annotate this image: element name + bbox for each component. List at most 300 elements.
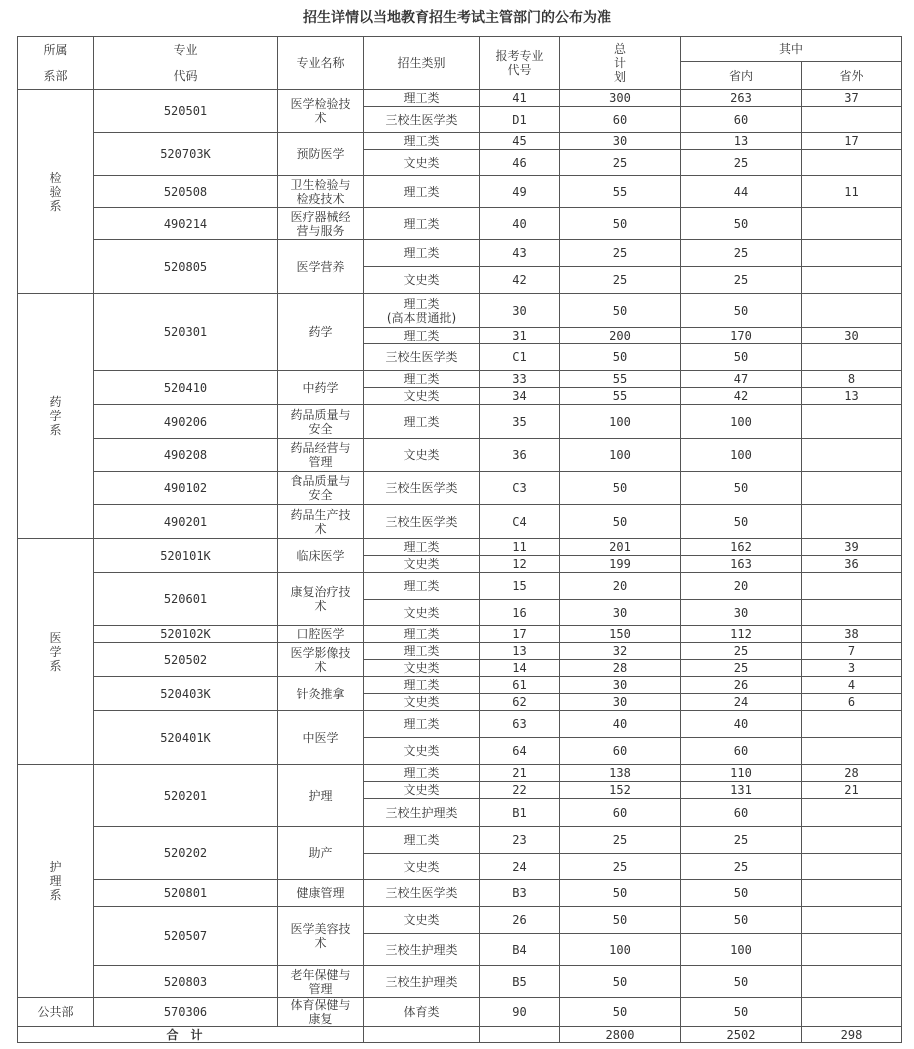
table-row [18, 90, 902, 107]
exam-code-cell: 42 [480, 267, 560, 294]
category-cell [364, 294, 480, 328]
total-plan-cell: 25 [560, 267, 681, 294]
table-row [18, 176, 902, 208]
total-plan-cell: 55 [560, 388, 681, 405]
major-name-line: 医学检验技 [290, 97, 351, 111]
in-province-cell: 110 [681, 765, 802, 782]
major-name [278, 472, 364, 505]
exam-code-cell: C4 [480, 505, 560, 539]
major-name-line: 康复 [308, 1012, 333, 1026]
exam-code-cell: 43 [480, 240, 560, 267]
exam-code-cell: 33 [480, 371, 560, 388]
major-name [278, 573, 364, 626]
total-in-province-value: 2502 [681, 1027, 802, 1043]
major-name-line: 术 [314, 936, 327, 950]
exam-code-cell: 46 [480, 150, 560, 176]
department-name-char: 系 [49, 198, 62, 213]
in-province-cell: 100 [681, 405, 802, 439]
out-province-cell [802, 150, 902, 176]
in-province-cell: 50 [681, 208, 802, 240]
major-code: 490208 [94, 439, 278, 472]
major-name-line: 营与服务 [296, 223, 345, 238]
department-name-char: 系 [49, 658, 62, 673]
out-province-cell: 6 [802, 694, 902, 711]
header-total-plan [560, 37, 681, 90]
header-exam-code-line2: 代号 [507, 63, 532, 77]
major-code: 520805 [94, 240, 278, 294]
department-cell [18, 998, 94, 1027]
department-name-char: 系 [49, 888, 62, 902]
table-row [18, 208, 902, 240]
department-name-char: 药 [49, 395, 62, 409]
major-name [278, 711, 364, 765]
category-cell: 三校生医学类 [364, 880, 480, 907]
major-name [278, 827, 364, 880]
total-plan-cell: 150 [560, 626, 681, 643]
in-province-cell: 13 [681, 133, 802, 150]
department-name-char: 公共部 [37, 1005, 74, 1019]
exam-code-cell: 34 [480, 388, 560, 405]
total-plan-cell: 60 [560, 738, 681, 765]
category-cell: 三校生护理类 [364, 934, 480, 966]
category-cell: 理工类 [364, 405, 480, 439]
major-name [278, 907, 364, 966]
in-province-cell: 25 [681, 150, 802, 176]
out-province-cell [802, 880, 902, 907]
category-cell: 文史类 [364, 738, 480, 765]
table-row [18, 626, 902, 643]
category-cell: 理工类 [364, 573, 480, 600]
major-code: 520201 [94, 765, 278, 827]
major-name-line: 中医学 [302, 730, 339, 745]
exam-code-cell: 26 [480, 907, 560, 934]
exam-code-cell: 12 [480, 556, 560, 573]
total-plan-value: 2800 [560, 1027, 681, 1043]
out-province-cell [802, 107, 902, 133]
out-province-cell [802, 505, 902, 539]
major-name-line: 助产 [308, 846, 333, 860]
table-row [18, 294, 902, 328]
category-cell: 文史类 [364, 267, 480, 294]
exam-code-cell: 30 [480, 294, 560, 328]
major-code: 520803 [94, 966, 278, 998]
table-row [18, 405, 902, 439]
major-code: 520101K [94, 539, 278, 573]
in-province-cell: 100 [681, 934, 802, 966]
department-name-char: 检 [49, 170, 62, 185]
out-province-cell [802, 907, 902, 934]
table-row [18, 573, 902, 600]
table-row [18, 711, 902, 738]
total-label: 合计 [18, 1027, 364, 1043]
out-province-cell [802, 934, 902, 966]
category-cell: 理工类 [364, 626, 480, 643]
exam-code-cell: 14 [480, 660, 560, 677]
major-code: 520508 [94, 176, 278, 208]
category-cell: 理工类 [364, 539, 480, 556]
total-plan-cell: 28 [560, 660, 681, 677]
in-province-cell: 50 [681, 966, 802, 998]
out-province-cell: 13 [802, 388, 902, 405]
table-body [18, 90, 902, 1027]
category-cell: 理工类 [364, 208, 480, 240]
category-cell: 文史类 [364, 556, 480, 573]
major-name [278, 371, 364, 405]
out-province-cell [802, 998, 902, 1027]
major-name [278, 539, 364, 573]
total-plan-cell: 25 [560, 240, 681, 267]
major-name-line: 药品质量与 [290, 407, 351, 422]
total-plan-cell: 25 [560, 827, 681, 854]
header-in-province: 省内 [681, 62, 802, 90]
table-row [18, 643, 902, 660]
table-row [18, 133, 902, 150]
exam-code-cell: 41 [480, 90, 560, 107]
major-name [278, 765, 364, 827]
category-cell: 文史类 [364, 600, 480, 626]
in-province-cell: 50 [681, 344, 802, 371]
exam-code-cell: 22 [480, 782, 560, 799]
table-row [18, 371, 902, 388]
header-major-name: 专业名称 [278, 37, 364, 90]
total-plan-cell: 50 [560, 294, 681, 328]
out-province-cell [802, 966, 902, 998]
exam-code-cell: C1 [480, 344, 560, 371]
total-plan-cell: 50 [560, 344, 681, 371]
total-plan-cell: 100 [560, 405, 681, 439]
in-province-cell: 42 [681, 388, 802, 405]
in-province-cell: 47 [681, 371, 802, 388]
major-code: 520301 [94, 294, 278, 371]
out-province-cell: 38 [802, 626, 902, 643]
department-name-char: 医 [49, 630, 62, 645]
major-code: 520801 [94, 880, 278, 907]
out-province-cell [802, 294, 902, 328]
category-cell: 理工类 [364, 827, 480, 854]
out-province-cell [802, 799, 902, 827]
major-name-line: 管理 [308, 981, 333, 996]
major-name [278, 677, 364, 711]
table-row [18, 240, 902, 267]
exam-code-cell: 21 [480, 765, 560, 782]
table-row [18, 880, 902, 907]
total-plan-cell: 30 [560, 677, 681, 694]
department-name-char: 系 [49, 423, 62, 437]
out-province-cell [802, 573, 902, 600]
category-cell: 三校生医学类 [364, 107, 480, 133]
exam-code-cell: D1 [480, 107, 560, 133]
major-name [278, 626, 364, 643]
total-plan-cell: 20 [560, 573, 681, 600]
major-name-line: 安全 [308, 421, 333, 436]
major-name [278, 880, 364, 907]
out-province-cell: 7 [802, 643, 902, 660]
in-province-cell: 50 [681, 472, 802, 505]
major-code: 570306 [94, 998, 278, 1027]
total-plan-cell: 25 [560, 854, 681, 880]
exam-code-cell: 11 [480, 539, 560, 556]
header-total-plan-line1: 总 [613, 42, 626, 56]
total-plan-cell: 50 [560, 907, 681, 934]
category-cell: 文史类 [364, 439, 480, 472]
department-cell [18, 765, 94, 998]
category-cell: 三校生护理类 [364, 799, 480, 827]
total-plan-cell: 50 [560, 966, 681, 998]
page-title: 招生详情以当地教育招生考试主管部门的公布为准 [303, 10, 611, 26]
category-cell: 理工类 [364, 765, 480, 782]
exam-code-cell: B4 [480, 934, 560, 966]
total-plan-cell: 55 [560, 176, 681, 208]
header-among: 其中 [681, 37, 902, 62]
category-cell: 三校生医学类 [364, 472, 480, 505]
out-province-cell: 30 [802, 328, 902, 344]
in-province-cell: 24 [681, 694, 802, 711]
table-row [18, 998, 902, 1027]
category-cell: 文史类 [364, 660, 480, 677]
in-province-cell: 60 [681, 738, 802, 765]
out-province-cell: 39 [802, 539, 902, 556]
major-name-line: 卫生检验与 [290, 177, 351, 192]
out-province-cell [802, 405, 902, 439]
category-cell: 理工类 [364, 677, 480, 694]
total-plan-cell: 100 [560, 439, 681, 472]
category-cell: 理工类 [364, 240, 480, 267]
major-code: 520507 [94, 907, 278, 966]
header-department-line1: 所属 [43, 43, 68, 57]
out-province-cell [802, 240, 902, 267]
category-cell: 理工类 [364, 328, 480, 344]
table-row [18, 765, 902, 782]
category-cell: 三校生护理类 [364, 966, 480, 998]
department-name-char: 学 [49, 644, 62, 659]
table-row [18, 677, 902, 694]
category-cell: 理工类 [364, 711, 480, 738]
exam-code-cell: 62 [480, 694, 560, 711]
department-name-char: 护 [49, 860, 62, 874]
in-province-cell: 44 [681, 176, 802, 208]
out-province-cell: 8 [802, 371, 902, 388]
exam-code-cell: 15 [480, 573, 560, 600]
in-province-cell: 25 [681, 660, 802, 677]
exam-code-cell: 45 [480, 133, 560, 150]
exam-code-cell: 17 [480, 626, 560, 643]
out-province-cell: 37 [802, 90, 902, 107]
in-province-cell: 60 [681, 107, 802, 133]
in-province-cell: 25 [681, 240, 802, 267]
major-code: 520410 [94, 371, 278, 405]
total-plan-cell: 30 [560, 600, 681, 626]
table-row [18, 505, 902, 539]
out-province-cell: 17 [802, 133, 902, 150]
total-plan-cell: 50 [560, 998, 681, 1027]
out-province-cell [802, 600, 902, 626]
major-name-line: 术 [314, 659, 327, 674]
major-name-line: 药学 [308, 325, 333, 339]
out-province-cell [802, 439, 902, 472]
major-name [278, 176, 364, 208]
exam-code-cell: B5 [480, 966, 560, 998]
major-name-line: 术 [314, 599, 327, 613]
exam-code-cell: 35 [480, 405, 560, 439]
major-name [278, 505, 364, 539]
enrollment-plan-table [17, 36, 902, 1043]
exam-code-cell: 61 [480, 677, 560, 694]
in-province-cell: 25 [681, 827, 802, 854]
in-province-cell: 25 [681, 643, 802, 660]
category-cell: 理工类 [364, 176, 480, 208]
major-name-line: 医学营养 [296, 259, 345, 274]
total-plan-cell: 40 [560, 711, 681, 738]
major-name-line: 预防医学 [296, 147, 345, 161]
in-province-cell: 170 [681, 328, 802, 344]
in-province-cell: 25 [681, 267, 802, 294]
in-province-cell: 25 [681, 854, 802, 880]
major-code: 520401K [94, 711, 278, 765]
exam-code-cell: 40 [480, 208, 560, 240]
major-name-line: 健康管理 [296, 886, 345, 900]
in-province-cell: 50 [681, 505, 802, 539]
header-exam-code-line1: 报考专业 [495, 49, 544, 63]
exam-code-cell: 63 [480, 711, 560, 738]
total-plan-cell: 200 [560, 328, 681, 344]
exam-code-cell: 24 [480, 854, 560, 880]
total-plan-cell: 32 [560, 643, 681, 660]
department-name-char: 验 [49, 184, 62, 199]
exam-code-cell: 64 [480, 738, 560, 765]
category-line: (高本贯通批) [386, 310, 457, 325]
total-plan-cell: 100 [560, 934, 681, 966]
major-name [278, 439, 364, 472]
in-province-cell: 263 [681, 90, 802, 107]
table-row [18, 966, 902, 998]
total-plan-cell: 60 [560, 799, 681, 827]
total-row [18, 1027, 902, 1043]
major-code: 520202 [94, 827, 278, 880]
out-province-cell: 36 [802, 556, 902, 573]
in-province-cell: 50 [681, 880, 802, 907]
in-province-cell: 60 [681, 799, 802, 827]
table-row [18, 539, 902, 556]
major-code: 520102K [94, 626, 278, 643]
department-cell [18, 90, 94, 294]
category-cell: 文史类 [364, 854, 480, 880]
category-cell: 文史类 [364, 782, 480, 799]
total-plan-cell: 50 [560, 505, 681, 539]
major-code: 490214 [94, 208, 278, 240]
department-name-char: 学 [49, 409, 62, 423]
in-province-cell: 100 [681, 439, 802, 472]
out-province-cell: 3 [802, 660, 902, 677]
out-province-cell [802, 344, 902, 371]
major-name-line: 检疫技术 [296, 191, 345, 206]
in-province-cell: 162 [681, 539, 802, 556]
total-plan-cell: 50 [560, 472, 681, 505]
category-cell: 理工类 [364, 371, 480, 388]
total-plan-cell: 201 [560, 539, 681, 556]
total-plan-cell: 138 [560, 765, 681, 782]
out-province-cell [802, 267, 902, 294]
major-name-line: 临床医学 [296, 548, 345, 563]
total-plan-cell: 30 [560, 133, 681, 150]
header-major-code [94, 37, 278, 90]
category-cell: 理工类 [364, 133, 480, 150]
out-province-cell [802, 827, 902, 854]
in-province-cell: 26 [681, 677, 802, 694]
major-name [278, 294, 364, 371]
exam-code-cell: 31 [480, 328, 560, 344]
total-plan-cell: 300 [560, 90, 681, 107]
category-cell: 文史类 [364, 388, 480, 405]
table-row [18, 827, 902, 854]
header-out-province: 省外 [802, 62, 902, 90]
category-cell: 理工类 [364, 643, 480, 660]
out-province-cell [802, 738, 902, 765]
major-code: 520501 [94, 90, 278, 133]
header-category: 招生类别 [364, 37, 480, 90]
major-name-line: 中药学 [302, 380, 339, 395]
major-name [278, 998, 364, 1027]
out-province-cell [802, 208, 902, 240]
total-plan-cell: 199 [560, 556, 681, 573]
exam-code-cell: B1 [480, 799, 560, 827]
exam-code-cell: 90 [480, 998, 560, 1027]
major-name-line: 术 [314, 111, 327, 125]
exam-code-cell: 16 [480, 600, 560, 626]
major-code: 520502 [94, 643, 278, 677]
header-total-plan-line3: 划 [613, 70, 626, 84]
exam-code-cell: 36 [480, 439, 560, 472]
major-name-line: 体育保健与 [290, 998, 351, 1012]
out-province-cell: 11 [802, 176, 902, 208]
major-name-line: 针灸推拿 [296, 686, 345, 701]
header-major-code-line2: 代码 [173, 69, 198, 83]
total-plan-cell: 25 [560, 150, 681, 176]
in-province-cell: 163 [681, 556, 802, 573]
major-code: 520403K [94, 677, 278, 711]
major-code: 490206 [94, 405, 278, 439]
major-name-line: 康复治疗技 [290, 585, 351, 599]
in-province-cell: 20 [681, 573, 802, 600]
department-name-char: 理 [49, 874, 62, 888]
major-code: 520703K [94, 133, 278, 176]
major-code: 520601 [94, 573, 278, 626]
category-cell: 文史类 [364, 694, 480, 711]
major-name [278, 240, 364, 294]
major-name-line: 管理 [308, 455, 333, 469]
in-province-cell: 40 [681, 711, 802, 738]
category-cell: 理工类 [364, 90, 480, 107]
major-name-line: 安全 [308, 488, 333, 502]
major-code: 490102 [94, 472, 278, 505]
in-province-cell: 131 [681, 782, 802, 799]
department-cell [18, 294, 94, 539]
total-category-blank [364, 1027, 480, 1043]
out-province-cell [802, 711, 902, 738]
major-name-line: 药品经营与 [290, 441, 351, 455]
total-plan-cell: 60 [560, 107, 681, 133]
header-total-plan-line2: 计 [613, 56, 626, 70]
major-name [278, 405, 364, 439]
total-plan-cell: 55 [560, 371, 681, 388]
department-cell [18, 539, 94, 765]
in-province-cell: 112 [681, 626, 802, 643]
major-name [278, 643, 364, 677]
total-out-province-value: 298 [802, 1027, 902, 1043]
in-province-cell: 50 [681, 998, 802, 1027]
major-name-line: 医疗器械经 [290, 209, 351, 224]
in-province-cell: 50 [681, 294, 802, 328]
category-cell: 文史类 [364, 907, 480, 934]
